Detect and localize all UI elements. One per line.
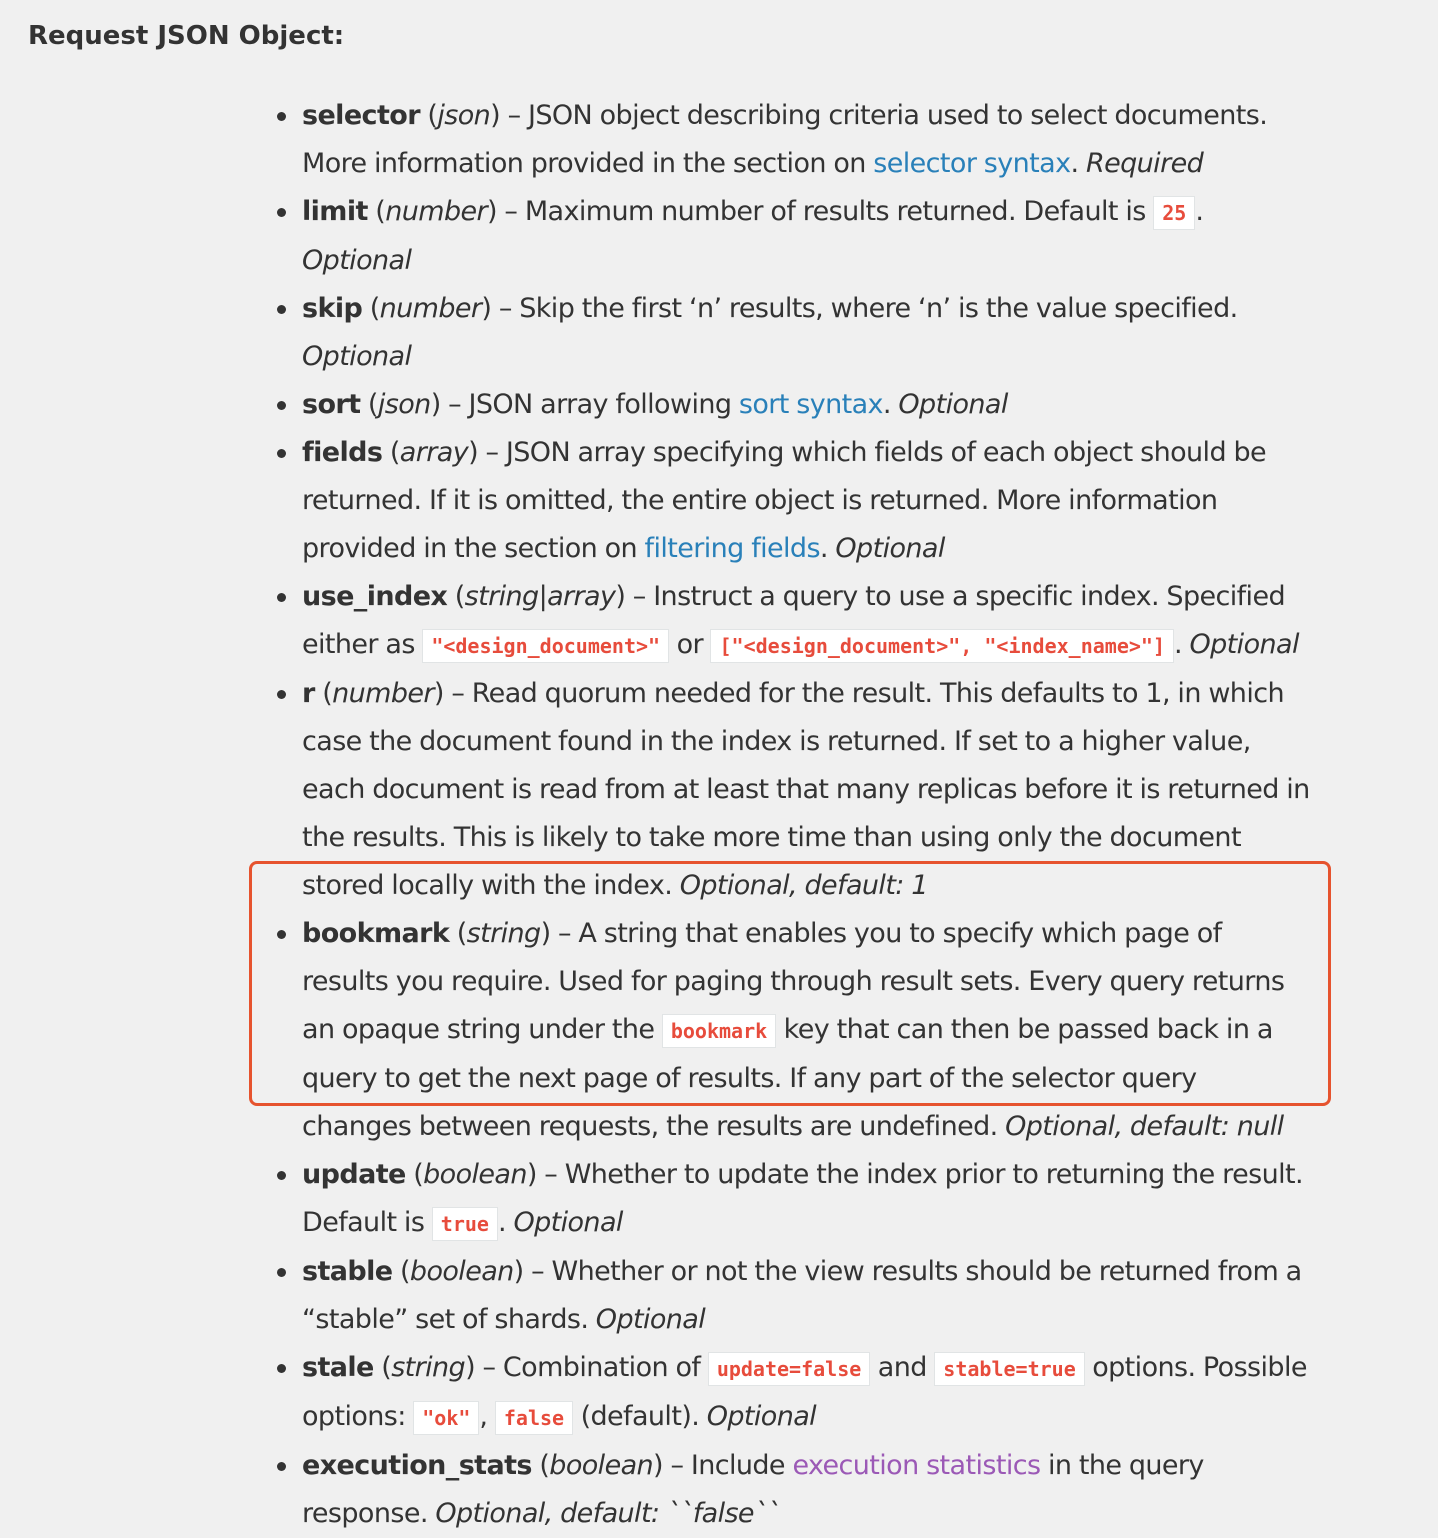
param-name: stable	[302, 1256, 393, 1287]
param-type: boolean	[409, 1256, 514, 1287]
code-literal: "ok"	[413, 1401, 479, 1435]
param-type: string	[466, 918, 541, 949]
param-description: JSON object describing criteria used to select documents. More information provided in the section on	[302, 100, 1268, 179]
param-description: Include	[690, 1450, 785, 1481]
param-type: array	[399, 437, 469, 468]
param-description: Maximum number of results returned. Default is	[524, 196, 1146, 227]
param-type: boolean	[423, 1159, 527, 1190]
param-skip: skip (number) – Skip the first ‘n’ results, where ‘n’ is the value specified. Optional	[302, 285, 1312, 381]
param-status: Optional, default: null	[1005, 1111, 1284, 1142]
param-status: Optional, default: ``false``	[435, 1498, 780, 1529]
code-literal: ["<design_document>", "<index_name>"]	[710, 629, 1174, 663]
param-type-part: string	[464, 581, 539, 612]
param-fields: fields (array) – JSON array specifying which fields of each object should be returned. If it is omitted, the entire object is returned. More information provided in the section on filtering fields. Optional	[302, 429, 1312, 573]
param-type: json	[377, 389, 431, 420]
param-punctuation: .	[1195, 196, 1204, 227]
param-description: or	[676, 629, 703, 660]
param-punctuation: .	[882, 389, 891, 420]
param-status: Optional	[513, 1207, 623, 1238]
param-description: Skip the first ‘n’ results, where ‘n’ is the value specified.	[519, 293, 1238, 324]
param-description: in the query response.	[302, 1450, 1204, 1529]
param-description: Whether to update the index prior to returning the result. Default is	[302, 1159, 1303, 1238]
param-name: r	[302, 678, 315, 709]
param-r: r (number) – Read quorum needed for the result. This defaults to 1, in which case the document found in the index is returned. If set to a higher value, each document is read from at least that many replicas before it is returned in the results. This is likely to take more time than using only the document stored locally with the index. Optional, default: 1	[302, 670, 1312, 910]
code-literal: stable=true	[934, 1352, 1084, 1386]
param-description: JSON array following	[468, 389, 732, 420]
param-type-part: array	[547, 581, 616, 612]
param-type	[465, 581, 616, 612]
param-limit: limit (number) – Maximum number of results returned. Default is 25 . Optional	[302, 188, 1312, 285]
param-type: boolean	[549, 1450, 654, 1481]
param-description: options. Possible options:	[302, 1352, 1307, 1432]
param-execution-stats: execution_stats (boolean) – Include execution statistics in the query response. Optional, default: ``false``	[302, 1442, 1312, 1538]
param-name: update	[302, 1159, 406, 1190]
param-bookmark: bookmark (string) – A string that enables you to specify which page of results you require. Used for paging through result sets. Every query returns an opaque string under the bookmark key that can then be passed back in a query to get the next page of results. If any part of the selector query changes between requests, the results are undefined. Optional, default: null	[302, 910, 1312, 1151]
param-name: stale	[302, 1352, 374, 1383]
param-name: selector	[302, 100, 420, 131]
param-description: Read quorum needed for the result. This defaults to 1, in which case the document found in the index is returned. If set to a higher value, each document is read from at least that many replicas before it is returned in the results. This is likely to take more time than using only the document stored locally with the index.	[302, 678, 1310, 901]
code-literal: update=false	[708, 1352, 871, 1386]
param-punctuation: .	[819, 533, 828, 564]
selector-syntax-link[interactable]: selector syntax	[873, 148, 1071, 179]
param-selector: selector (json) – JSON object describing criteria used to select documents. More information provided in the section on selector syntax. Required	[302, 92, 1312, 188]
param-status: Required	[1085, 148, 1204, 179]
param-description: Whether or not the view results should be returned from a “stable” set of shards.	[302, 1256, 1302, 1335]
param-description: Instruct a query to use a specific index. Specified either as	[302, 581, 1286, 660]
param-description: A string that enables you to specify which page of results you require. Used for paging through result sets. Every query returns an opaque string under the	[302, 918, 1285, 1045]
param-type: number	[385, 196, 488, 227]
param-punctuation: .	[1174, 629, 1182, 660]
param-name: fields	[302, 437, 383, 468]
param-status: Optional	[1189, 629, 1299, 660]
param-status: Optional	[898, 389, 1008, 420]
param-stale: stale (string) – Combination of update=false and stable=true options. Possible options: "ok" , false (default). Optional	[302, 1344, 1312, 1442]
param-list	[302, 92, 1312, 1538]
filtering-fields-link[interactable]: filtering fields	[644, 533, 820, 564]
param-status: Optional	[835, 533, 945, 564]
code-literal: bookmark	[662, 1014, 776, 1048]
param-type: string	[391, 1352, 466, 1383]
param-status: Optional	[595, 1304, 706, 1335]
param-update: update (boolean) – Whether to update the index prior to returning the result. Default is true . Optional	[302, 1151, 1312, 1248]
execution-statistics-link[interactable]: execution statistics	[792, 1450, 1041, 1481]
param-type: number	[379, 293, 482, 324]
code-literal: true	[432, 1207, 498, 1241]
param-description: JSON array specifying which fields of each object should be returned. If it is omitted, the entire object is returned. More information provided in the section on	[302, 437, 1267, 564]
section-title: Request JSON Object:	[28, 21, 345, 51]
param-use-index: use_index (string|array) – Instruct a query to use a specific index. Specified either as "<design_document>" or ["<design_document>", "<index_name>"] . Optional	[302, 573, 1312, 670]
param-punctuation: ,	[479, 1401, 488, 1432]
param-name: skip	[302, 293, 363, 324]
param-name: limit	[302, 196, 368, 227]
param-description: (default).	[580, 1401, 700, 1432]
param-status: Optional	[706, 1401, 817, 1432]
param-name: execution_stats	[302, 1450, 532, 1481]
param-status: Optional, default: 1	[679, 870, 928, 901]
param-sort: sort (json) – JSON array following sort syntax. Optional	[302, 381, 1312, 429]
sort-syntax-link[interactable]: sort syntax	[738, 389, 883, 420]
param-name: sort	[302, 389, 361, 420]
param-description: key that can then be passed back in a query to get the next page of results. If any part of the selector query changes between requests, the results are undefined.	[302, 1014, 1273, 1142]
code-literal: 25	[1153, 196, 1195, 230]
param-description: Combination of	[502, 1352, 701, 1383]
param-stable: stable (boolean) – Whether or not the view results should be returned from a “stable” set of shards. Optional	[302, 1248, 1312, 1344]
param-description: and	[877, 1352, 927, 1383]
param-status: Optional	[302, 341, 412, 372]
param-status: Optional	[302, 245, 412, 276]
code-literal: "<design_document>"	[422, 629, 669, 663]
param-type: number	[332, 678, 434, 709]
code-literal: false	[495, 1401, 573, 1435]
param-punctuation: .	[1070, 148, 1079, 179]
param-name: use_index	[302, 581, 448, 612]
param-punctuation: .	[497, 1207, 506, 1238]
param-type-separator: |	[538, 581, 548, 612]
param-type: json	[437, 100, 491, 131]
param-name: bookmark	[302, 918, 450, 949]
